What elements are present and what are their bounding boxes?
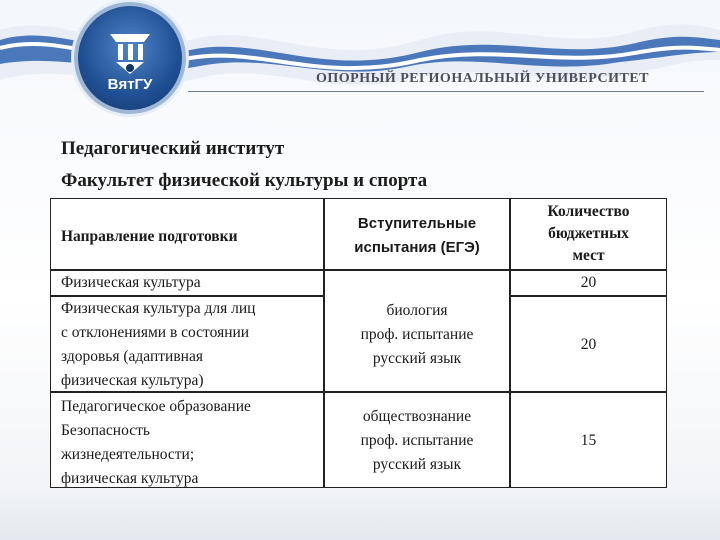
places-value: 20 bbox=[580, 274, 597, 291]
table-row-3-direction bbox=[50, 392, 324, 488]
header bbox=[0, 0, 720, 110]
header-direction bbox=[50, 198, 324, 270]
table-row-1-places bbox=[510, 270, 667, 296]
direction-text: Физическая культура для лиц bbox=[61, 300, 256, 317]
table-row-3-places bbox=[510, 392, 667, 488]
exam-text: проф. испытание bbox=[360, 326, 474, 343]
direction-text: с отклонениями в состоянии bbox=[61, 324, 250, 341]
exam-text: проф. испытание bbox=[360, 432, 474, 449]
header-places bbox=[510, 198, 667, 270]
header-divider bbox=[188, 91, 704, 92]
table-row-1-direction bbox=[50, 270, 324, 296]
header-exams-line1: Вступительные bbox=[357, 215, 477, 232]
table-row-3-exams bbox=[324, 392, 510, 488]
places-value: 15 bbox=[580, 432, 597, 449]
table-row-2-direction bbox=[50, 296, 324, 392]
header-direction-label: Направление подготовки bbox=[61, 228, 238, 245]
direction-text: Физическая культура bbox=[61, 274, 201, 291]
faculty-title: Факультет физической культуры и спорта bbox=[61, 170, 428, 191]
institute-title: Педагогический институт bbox=[61, 138, 285, 159]
logo-text: ВятГУ bbox=[107, 76, 153, 93]
direction-text: физическая культура bbox=[61, 470, 199, 487]
direction-text: жизнедеятельности; bbox=[61, 446, 195, 463]
table-row-2-places bbox=[510, 296, 667, 392]
header-exams-line2: испытания (ЕГЭ) bbox=[354, 239, 480, 256]
exam-text: русский язык bbox=[372, 456, 462, 473]
places-value: 20 bbox=[580, 336, 597, 353]
exam-text: обществознание bbox=[362, 408, 472, 425]
exam-text: биология bbox=[386, 302, 448, 319]
header-places-line2: бюджетных bbox=[548, 225, 629, 242]
direction-text: Педагогическое образование bbox=[61, 398, 251, 415]
direction-text: физическая культура) bbox=[61, 372, 204, 389]
university-logo bbox=[78, 6, 182, 110]
footer-band bbox=[0, 492, 720, 540]
university-name: ОПОРНЫЙ РЕГИОНАЛЬНЫЙ УНИВЕРСИТЕТ bbox=[316, 71, 650, 86]
direction-text: здоровья (адаптивная bbox=[61, 348, 203, 365]
emblem-icon bbox=[78, 6, 182, 110]
header-exams bbox=[324, 198, 510, 270]
header-places-line3: мест bbox=[572, 247, 605, 264]
direction-text: Безопасность bbox=[61, 422, 150, 439]
exam-text: русский язык bbox=[372, 350, 462, 367]
header-places-line1: Количество bbox=[547, 203, 630, 220]
table-row-1-exams bbox=[324, 270, 510, 392]
